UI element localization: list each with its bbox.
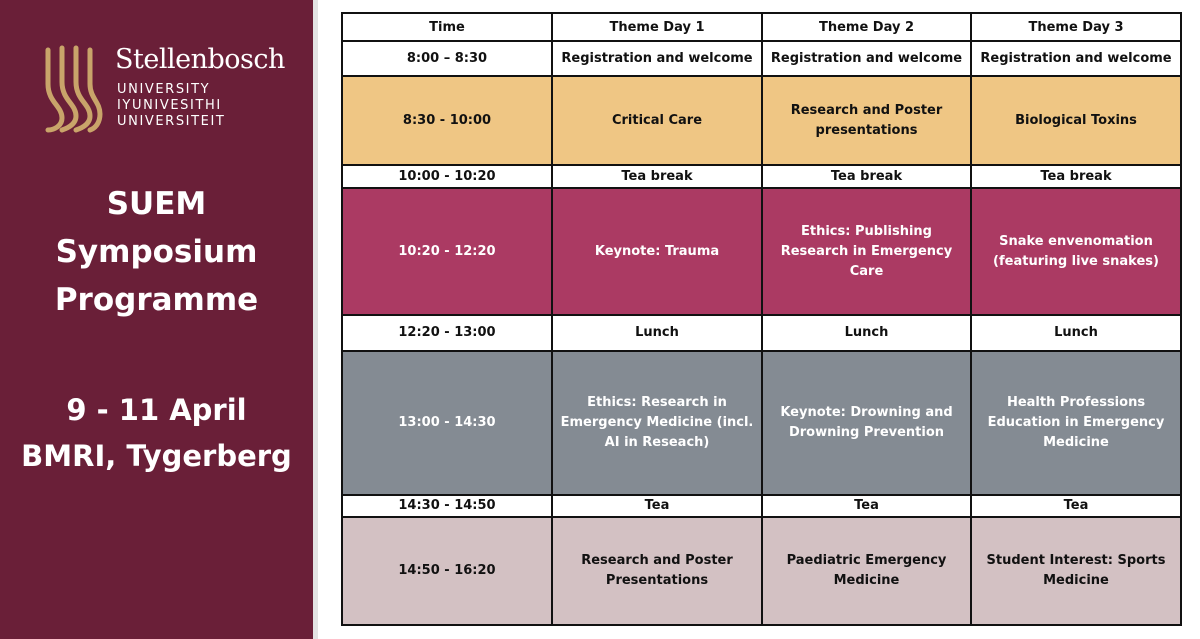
session-cell: Lunch: [762, 315, 971, 351]
session-cell: Registration and welcome: [552, 41, 762, 76]
time-cell: 8:00 – 8:30: [342, 41, 552, 76]
panel-divider: [313, 0, 318, 639]
time-cell: 14:50 - 16:20: [342, 517, 552, 625]
university-crest-icon: [40, 44, 106, 134]
header-time: Time: [342, 13, 552, 41]
session-cell: Biological Toxins: [971, 76, 1181, 165]
table-row: [342, 315, 1181, 351]
university-logo: [40, 44, 290, 134]
header-day-1: Theme Day 1: [552, 13, 762, 41]
event-title-line-2: Symposium: [55, 234, 258, 270]
time-cell: 10:00 - 10:20: [342, 165, 552, 188]
session-cell: Student Interest: Sports Medicine: [971, 517, 1181, 625]
session-cell: Keynote: Trauma: [552, 188, 762, 315]
table-row: [342, 41, 1181, 76]
event-details: [0, 387, 313, 479]
session-cell: Tea break: [971, 165, 1181, 188]
session-cell: Tea: [762, 495, 971, 517]
event-venue: BMRI, Tygerberg: [21, 439, 292, 473]
session-cell: Research and Poster Presentations: [552, 517, 762, 625]
table-row: [342, 188, 1181, 315]
session-cell: Registration and welcome: [762, 41, 971, 76]
session-cell: Tea: [552, 495, 762, 517]
session-cell: Tea break: [762, 165, 971, 188]
session-cell: Critical Care: [552, 76, 762, 165]
table-row: [342, 76, 1181, 165]
university-name: Stellenbosch: [115, 44, 285, 75]
session-cell: Lunch: [971, 315, 1181, 351]
time-cell: 8:30 - 10:00: [342, 76, 552, 165]
session-cell: Registration and welcome: [971, 41, 1181, 76]
table-header-row: [342, 13, 1181, 41]
event-title-line-1: SUEM: [106, 186, 207, 222]
event-title: [0, 180, 313, 324]
session-cell: Keynote: Drowning and Drowning Prevention: [762, 351, 971, 495]
university-subtitle-1: UNIVERSITY: [117, 82, 211, 97]
table-row: [342, 165, 1181, 188]
session-cell: Ethics: Research in Emergency Medicine (incl. AI in Reseach): [552, 351, 762, 495]
session-cell: Lunch: [552, 315, 762, 351]
table-row: [342, 517, 1181, 625]
header-day-3: Theme Day 3: [971, 13, 1181, 41]
session-cell: Snake envenomation (featuring live snakes): [971, 188, 1181, 315]
session-cell: Research and Poster presentations: [762, 76, 971, 165]
header-day-2: Theme Day 2: [762, 13, 971, 41]
branding-panel: [0, 0, 313, 639]
table-row: [342, 495, 1181, 517]
table-row: [342, 351, 1181, 495]
session-cell: Health Professions Education in Emergency Medicine: [971, 351, 1181, 495]
university-subtitle-2: IYUNIVESITHI: [117, 98, 222, 113]
session-cell: Paediatric Emergency Medicine: [762, 517, 971, 625]
university-subtitle-3: UNIVERSITEIT: [117, 114, 226, 129]
session-cell: Tea: [971, 495, 1181, 517]
event-dates: 9 - 11 April: [66, 393, 247, 427]
time-cell: 13:00 - 14:30: [342, 351, 552, 495]
event-title-line-3: Programme: [54, 282, 259, 318]
time-cell: 10:20 - 12:20: [342, 188, 552, 315]
time-cell: 12:20 - 13:00: [342, 315, 552, 351]
programme-table: [341, 12, 1182, 626]
session-cell: Tea break: [552, 165, 762, 188]
time-cell: 14:30 - 14:50: [342, 495, 552, 517]
session-cell: Ethics: Publishing Research in Emergency Care: [762, 188, 971, 315]
